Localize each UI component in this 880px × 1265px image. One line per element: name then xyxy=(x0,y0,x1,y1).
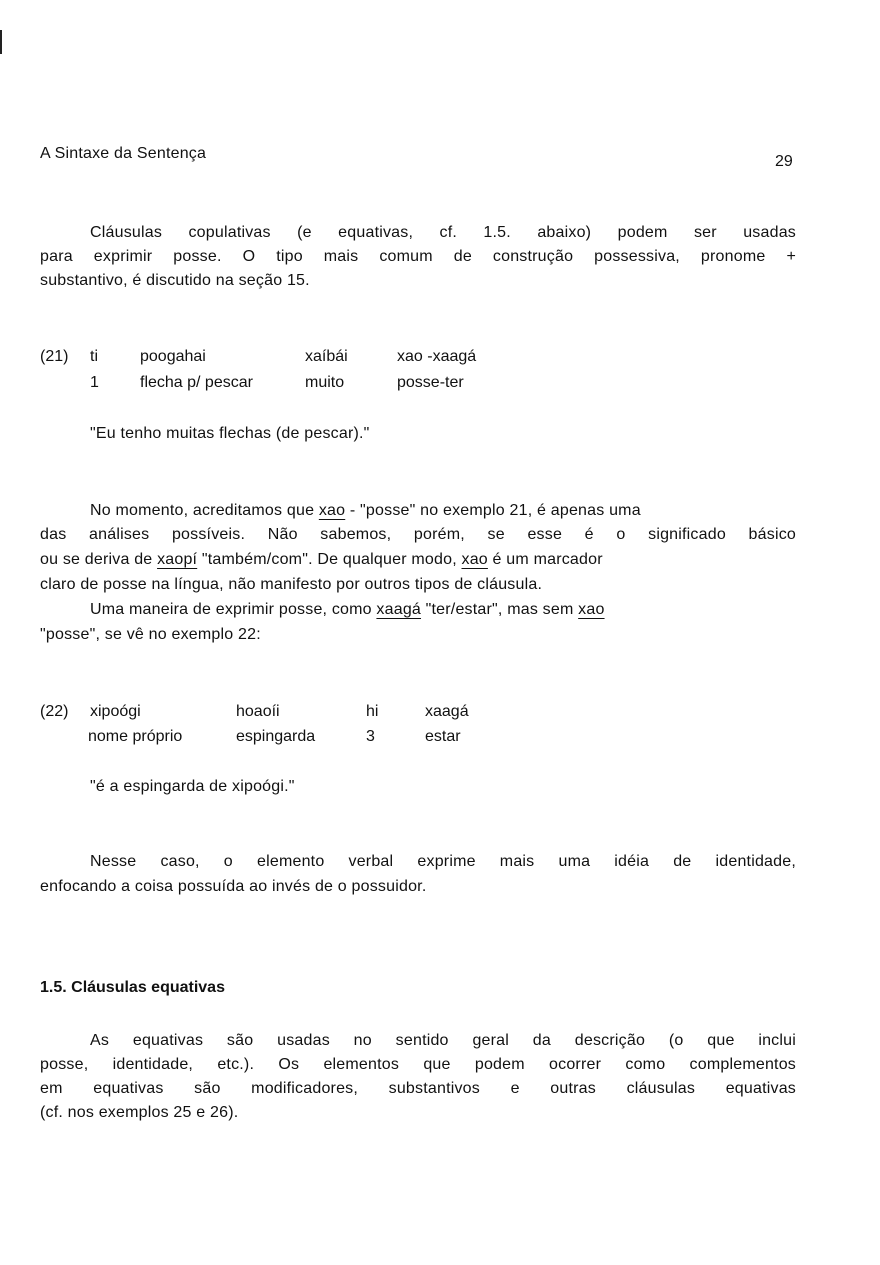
para2-text: "também/com". De qualquer modo, xyxy=(197,551,462,568)
term-xaopi: xaopí xyxy=(157,551,198,568)
example-21-word-3: xaíbái xyxy=(305,348,348,365)
example-22-gloss-1: nome próprio xyxy=(88,728,183,745)
example-22-number: (22) xyxy=(40,703,69,720)
example-21-gloss-2: flecha p/ pescar xyxy=(140,374,253,391)
example-22-word-2: hoaoíi xyxy=(236,703,280,720)
example-21-gloss-3: muito xyxy=(305,374,345,391)
para2-line-4: claro de posse na língua, não manifesto por outros tipos de cláusula. xyxy=(40,576,543,593)
page-number: 29 xyxy=(775,153,793,170)
para2-line-6: "posse", se vê no exemplo 22: xyxy=(40,626,261,643)
term-xao: xao xyxy=(578,601,605,618)
para2-line-5 xyxy=(90,601,605,619)
para2-line-2: das análises possíveis. Não sabemos, porém, se esse é o significado básico xyxy=(40,526,796,543)
example-22-word-3: hi xyxy=(366,703,379,720)
example-21-word-4: xao -xaagá xyxy=(397,348,477,365)
intro-line-3: substantivo, é discutido na seção 15. xyxy=(40,272,310,289)
example-21-gloss-4: posse-ter xyxy=(397,374,464,391)
para4-line-3: em equativas são modificadores, substantivos e outras cláusulas equativas xyxy=(40,1080,796,1097)
example-22-word-4: xaagá xyxy=(425,703,469,720)
example-21-translation: "Eu tenho muitas flechas (de pescar)." xyxy=(90,425,370,442)
example-22-gloss-4: estar xyxy=(425,728,461,745)
example-22-gloss-2: espingarda xyxy=(236,728,316,745)
example-22-gloss-3: 3 xyxy=(366,728,375,745)
para2-line-3 xyxy=(40,551,603,569)
para2-text: ou se deriva de xyxy=(40,551,158,568)
para2-text: Uma maneira de exprimir posse, como xyxy=(90,601,377,618)
para3-line-1: Nesse caso, o elemento verbal exprime mais uma idéia de identidade, xyxy=(90,853,796,870)
example-21-word-2: poogahai xyxy=(140,348,206,365)
running-title: A Sintaxe da Sentença xyxy=(40,145,207,162)
para2-text: No momento, acreditamos que xyxy=(90,502,319,519)
term-xao: xao xyxy=(318,502,346,519)
example-21-gloss-1: 1 xyxy=(90,374,99,391)
example-22-word-1: xipoógi xyxy=(90,703,141,720)
para4-line-1: As equativas são usadas no sentido geral da descrição (o que inclui xyxy=(90,1032,796,1049)
para4-line-2: posse, identidade, etc.). Os elementos que podem ocorrer como complementos xyxy=(40,1056,796,1073)
para2-text: é um marcador xyxy=(487,551,603,568)
term-xaaga: xaagá xyxy=(376,601,422,618)
example-21-number: (21) xyxy=(40,348,69,365)
intro-line-1: Cláusulas copulativas (e equativas, cf. 1.5. abaixo) podem ser usadas xyxy=(90,224,796,241)
intro-line-2: para exprimir posse. O tipo mais comum de construção possessiva, pronome + xyxy=(40,248,796,265)
para2-text: - "posse" no exemplo 21, é apenas uma xyxy=(345,502,641,519)
example-21-word-1: ti xyxy=(90,348,98,365)
para2-line-1 xyxy=(90,502,641,520)
term-xao: xao xyxy=(461,551,488,568)
section-heading: 1.5. Cláusulas equativas xyxy=(40,979,225,996)
para4-line-4: (cf. nos exemplos 25 e 26). xyxy=(40,1104,239,1121)
para3-line-2: enfocando a coisa possuída ao invés de o possuidor. xyxy=(40,878,427,895)
para2-text: "ter/estar", mas sem xyxy=(421,601,579,618)
example-22-translation: "é a espingarda de xipoógi." xyxy=(90,778,295,795)
margin-mark xyxy=(0,30,2,54)
